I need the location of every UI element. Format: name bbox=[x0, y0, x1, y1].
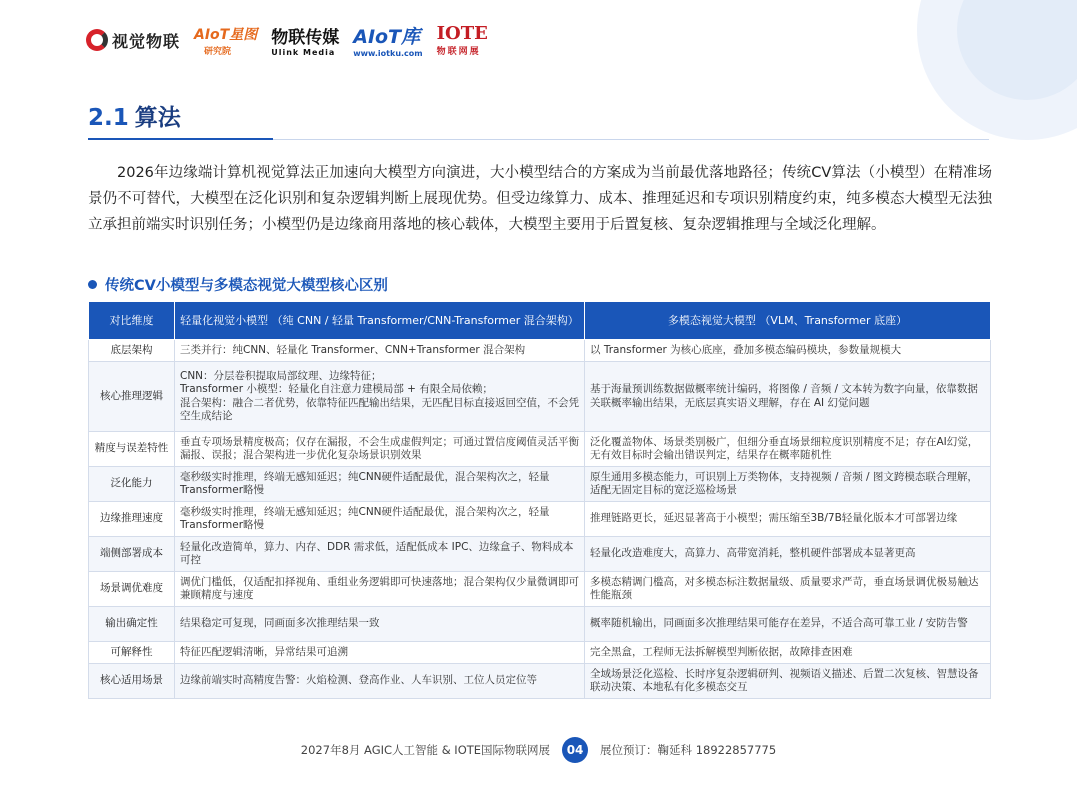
small-model-line: Transformer 小模型：轻量化自注意力建模局部 + 有限全局依赖； bbox=[180, 383, 493, 395]
intro-paragraph: 2026年边缘端计算机视觉算法正加速向大模型方向演进，大小模型结合的方案成为当前最优落地路径；传统CV算法（小模型）在精准场景仍不可替代，大模型在泛化识别和复杂逻辑判断上展现优势。但受边缘算力、成本、推理延迟和专项识别精度约束，纯多模态大模型无法独立承担前端实时识别任务；小模型仍是边缘商用落地的核心载体，大模型主要用于后置复核、复杂逻辑推理与全域泛化理解。 bbox=[88, 165, 992, 233]
row-dimension: 泛化能力 bbox=[89, 467, 175, 502]
small-model-line: 调优门槛低，仅适配扣择视角、重组业务逻辑即可快速落地；混合架构仅少量微调即可兼顾精度与速度 bbox=[180, 575, 579, 601]
row-small-model bbox=[175, 340, 585, 362]
row-large-model: 以 Transformer 为核心底座，叠加多模态编码模块，参数量规模大 bbox=[585, 340, 991, 362]
row-dimension: 端侧部署成本 bbox=[89, 537, 175, 572]
footer-contact: 展位预订：鞠延科 18922857775 bbox=[600, 743, 777, 757]
row-dimension: 核心推理逻辑 bbox=[89, 362, 175, 432]
logo-iote: IOTE 物联网展 bbox=[436, 23, 488, 57]
row-small-model bbox=[175, 642, 585, 664]
row-small-model bbox=[175, 664, 585, 699]
table-row bbox=[89, 607, 991, 642]
row-large-model: 概率随机输出，同画面多次推理结果可能存在差异，不适合高可靠工业 / 安防告警 bbox=[585, 607, 991, 642]
section-title bbox=[88, 99, 181, 132]
small-model-line: 边缘前端实时高精度告警：火焰检测、登高作业、人车识别、工位人员定位等 bbox=[180, 674, 537, 687]
title-underline bbox=[88, 138, 273, 140]
row-large-model: 完全黑盒，工程师无法拆解模型判断依据，故障排查困难 bbox=[585, 642, 991, 664]
small-model-line: 三类并行：纯CNN、轻量化 Transformer、CNN+Transformer 混合架构 bbox=[180, 343, 526, 356]
row-dimension: 精度与误差特性 bbox=[89, 432, 175, 467]
row-small-model bbox=[175, 362, 585, 432]
row-large-model: 多模态精调门槛高，对多模态标注数据量级、质量要求严苛，垂直场景调优极易触达性能瓶颈 bbox=[585, 572, 991, 607]
small-model-line: CNN：分层卷积提取局部纹理、边缘特征； bbox=[180, 369, 382, 382]
logo-shijue-wulian: 视觉物联 bbox=[86, 29, 180, 52]
table-row bbox=[89, 572, 991, 607]
corner-decoration bbox=[877, 0, 1077, 140]
table-header-row bbox=[89, 302, 991, 340]
row-small-model bbox=[175, 572, 585, 607]
page-number: 04 bbox=[562, 737, 588, 763]
header-dimension: 对比维度 bbox=[89, 302, 175, 340]
table-row bbox=[89, 664, 991, 699]
row-small-model bbox=[175, 502, 585, 537]
footer-event: 2027年8月 AGIC人工智能 & IOTE国际物联网展 bbox=[300, 743, 551, 757]
section-title-text: 算法 bbox=[134, 105, 181, 131]
small-model-line: 轻量化改造简单，算力、内存、DDR 需求低，适配低成本 IPC、边缘盒子、物料成本可控 bbox=[180, 540, 574, 566]
title-divider bbox=[273, 139, 989, 140]
row-dimension: 边缘推理速度 bbox=[89, 502, 175, 537]
row-large-model: 原生通用多模态能力，可识别上万类物体，支持视频 / 音频 / 图文跨模态联合理解，适配无固定目标的宽泛巡检场景 bbox=[585, 467, 991, 502]
row-small-model bbox=[175, 607, 585, 642]
row-dimension: 核心适用场景 bbox=[89, 664, 175, 699]
bullet-dot-icon bbox=[88, 280, 97, 289]
table-row bbox=[89, 642, 991, 664]
page-footer bbox=[0, 736, 1077, 764]
row-dimension: 输出确定性 bbox=[89, 607, 175, 642]
row-small-model bbox=[175, 467, 585, 502]
table-row bbox=[89, 362, 991, 432]
row-large-model: 泛化覆盖物体、场景类别极广，但细分垂直场景细粒度识别精度不足；存在AI幻觉，无有效目标时会输出错误判定，结果存在概率随机性 bbox=[585, 432, 991, 467]
small-model-line: 垂直专项场景精度极高；仅存在漏报，不会生成虚假判定；可通过置信度阈值灵活平衡漏报、误报；混合架构进一步优化复杂场景识别效果 bbox=[180, 435, 579, 461]
small-model-line: 特征匹配逻辑清晰，异常结果可追溯 bbox=[180, 645, 348, 658]
small-model-line: 毫秒级实时推理，终端无感知延迟；纯CNN硬件适配最优，混合架构次之，轻量Transformer略慢 bbox=[180, 470, 550, 496]
shijue-logo-icon bbox=[86, 29, 108, 51]
table-row bbox=[89, 537, 991, 572]
section-number: 2.1 bbox=[88, 105, 129, 131]
row-large-model: 轻量化改造难度大，高算力、高带宽消耗，整机硬件部署成本显著更高 bbox=[585, 537, 991, 572]
table-row bbox=[89, 340, 991, 362]
row-large-model: 全域场景泛化巡检、长时序复杂逻辑研判、视频语义描述、后置二次复核、智慧设备联动决策、本地私有化多模态交互 bbox=[585, 664, 991, 699]
row-large-model: 基于海量预训练数据做概率统计编码，将图像 / 音频 / 文本转为数字向量，依靠数据关联概率输出结果，无底层真实语义理解，存在 AI 幻觉问题 bbox=[585, 362, 991, 432]
table-subheading: 传统CV小模型与多模态视觉大模型核心区别 bbox=[88, 274, 388, 295]
row-small-model bbox=[175, 432, 585, 467]
comparison-table bbox=[88, 301, 991, 699]
row-dimension: 场景调优难度 bbox=[89, 572, 175, 607]
row-dimension: 底层架构 bbox=[89, 340, 175, 362]
logo-wulian-chuanmei: 物联传媒 Ulink Media bbox=[271, 28, 340, 57]
small-model-line: 结果稳定可复现，同画面多次推理结果一致 bbox=[180, 617, 380, 630]
row-large-model: 推理链路更长，延迟显著高于小模型；需压缩至3B/7B轻量化版本才可部署边缘 bbox=[585, 502, 991, 537]
small-model-line: 混合架构：融合二者优势，依靠特征匹配输出结果，无匹配目标直接返回空值，不会凭空生成结论 bbox=[180, 396, 579, 422]
header-logo-bar bbox=[86, 22, 488, 58]
logo-aiot-xingtu: AIoT星图 研究院 bbox=[194, 26, 258, 57]
header-small-model: 轻量化视觉小模型 （纯 CNN / 轻量 Transformer/CNN-Transformer 混合架构） bbox=[175, 302, 585, 340]
table-row bbox=[89, 467, 991, 502]
logo-aiotku: AIoT库 www.iotku.com bbox=[353, 26, 423, 58]
row-dimension: 可解释性 bbox=[89, 642, 175, 664]
header-large-model: 多模态视觉大模型 （VLM、Transformer 底座） bbox=[585, 302, 991, 340]
row-small-model bbox=[175, 537, 585, 572]
table-row bbox=[89, 432, 991, 467]
table-row bbox=[89, 502, 991, 537]
small-model-line: 毫秒级实时推理，终端无感知延迟；纯CNN硬件适配最优，混合架构次之，轻量Transformer略慢 bbox=[180, 505, 550, 531]
